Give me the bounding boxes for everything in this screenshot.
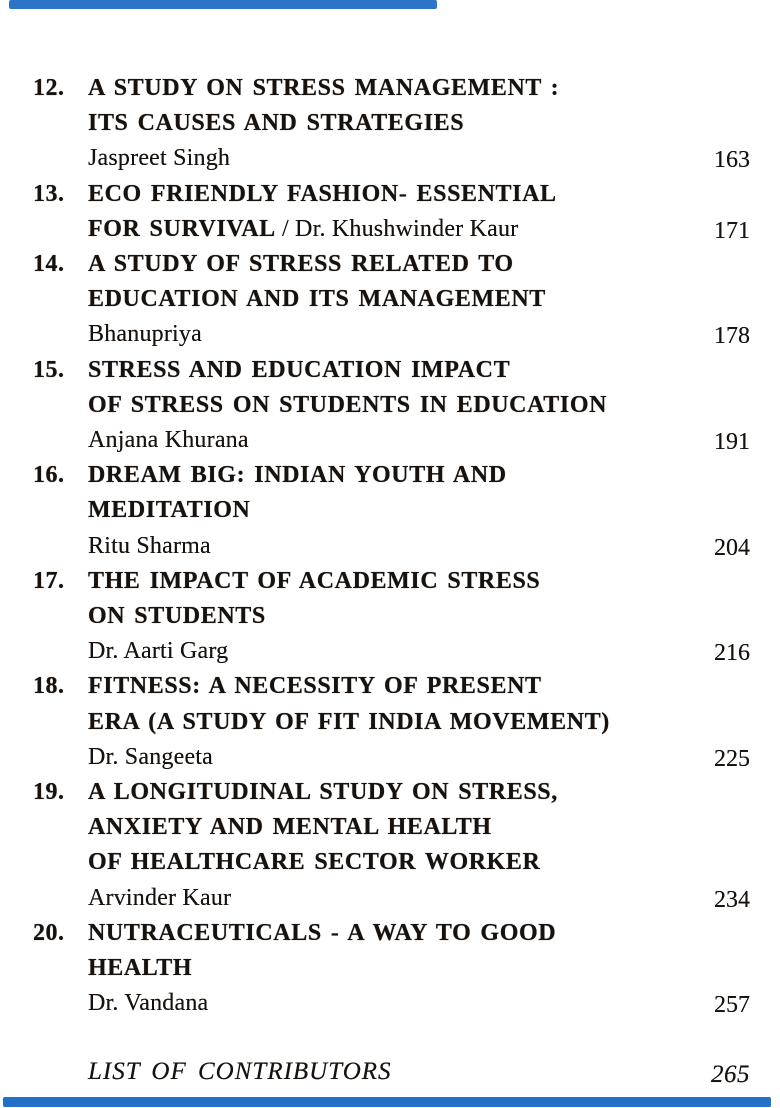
toc-footer-number-spacer xyxy=(33,1055,88,1091)
toc-entry-line xyxy=(88,565,674,600)
toc-entry-line xyxy=(88,72,674,107)
toc-entry-line xyxy=(88,952,674,987)
toc-entries xyxy=(33,72,750,1022)
toc-title-text: NUTRACEUTICALS - A WAY TO GOOD xyxy=(88,919,557,946)
toc-entry xyxy=(33,459,750,565)
toc-entry-text xyxy=(88,248,674,354)
toc-title-text: ANXIETY AND MENTAL HEALTH xyxy=(88,814,492,841)
toc-entry-line xyxy=(88,459,674,494)
toc-page-number: 178 xyxy=(714,323,750,350)
toc-entry-line xyxy=(88,354,674,389)
toc-entry xyxy=(33,776,750,917)
toc-title-text: DREAM BIG: INDIAN YOUTH AND xyxy=(88,462,507,489)
toc-title-text: A LONGITUDINAL STUDY ON STRESS, xyxy=(88,779,558,806)
toc-entry-line xyxy=(88,882,674,917)
toc-entry-text xyxy=(88,565,674,671)
toc-entry-line xyxy=(88,670,674,705)
toc-entry-number: 19. xyxy=(33,779,65,806)
toc-entry-number: 16. xyxy=(33,462,65,489)
toc-page-number: 216 xyxy=(714,640,750,667)
toc-author-text: Anjana Khurana xyxy=(88,427,249,454)
toc-entry-number: 20. xyxy=(33,919,65,946)
toc-title-text: STRESS AND EDUCATION IMPACT xyxy=(88,356,511,383)
toc-entry-line xyxy=(88,776,674,811)
toc-entry-text xyxy=(88,72,674,178)
toc-entry-line xyxy=(88,142,674,177)
scan-artifact-bottom-bar xyxy=(3,1097,771,1107)
toc-entry-number: 14. xyxy=(33,251,65,278)
toc-title-text: ITS CAUSES AND STRATEGIES xyxy=(88,110,465,137)
toc-entry-text xyxy=(88,917,674,1023)
toc-author-text: Dr. Aarti Garg xyxy=(88,638,229,665)
toc-title-text: OF HEALTHCARE SECTOR WORKER xyxy=(88,849,541,876)
toc-title-text: THE IMPACT OF ACADEMIC STRESS xyxy=(88,567,541,594)
toc-entry-number: 13. xyxy=(33,180,65,207)
toc-title-text: FITNESS: A NECESSITY OF PRESENT xyxy=(88,673,542,700)
toc-entry-line xyxy=(88,424,674,459)
toc-entry-line xyxy=(88,987,674,1022)
toc-entry-line xyxy=(88,811,674,846)
toc-entry-text xyxy=(88,776,674,917)
toc-title-text: A STUDY OF STRESS RELATED TO xyxy=(88,251,514,278)
toc-title-text: HEALTH xyxy=(88,955,193,982)
contributors-page-number: 265 xyxy=(711,1061,750,1089)
toc-entry-line xyxy=(88,600,674,635)
toc-entry-line xyxy=(88,283,674,318)
toc-entry-line xyxy=(88,107,674,142)
toc-author-text: / Dr. Khushwinder Kaur xyxy=(275,215,519,242)
toc-page-number: 163 xyxy=(714,147,750,174)
toc-entry-text xyxy=(88,178,674,248)
toc-author-text: Dr. Sangeeta xyxy=(88,743,214,770)
toc-entry-line xyxy=(88,213,674,248)
table-of-contents xyxy=(33,72,750,1092)
toc-footer-row xyxy=(33,1055,750,1091)
toc-entry-line xyxy=(88,248,674,283)
toc-entry-line xyxy=(88,389,674,424)
toc-author-text: Dr. Vandana xyxy=(88,990,209,1017)
toc-author-text: Ritu Sharma xyxy=(88,532,211,559)
toc-entry-line xyxy=(88,917,674,952)
toc-page-number: 171 xyxy=(714,217,750,244)
contributors-label: LIST OF CONTRIBUTORS xyxy=(88,1058,392,1086)
toc-title-text: OF STRESS ON STUDENTS IN EDUCATION xyxy=(88,391,608,418)
toc-title-text: ERA (A STUDY OF FIT INDIA MOVEMENT) xyxy=(88,708,610,735)
toc-page-number: 257 xyxy=(714,992,750,1019)
toc-entry-line xyxy=(88,494,674,529)
toc-entry-number: 18. xyxy=(33,673,65,700)
toc-entry-line xyxy=(88,530,674,565)
toc-title-text: ECO FRIENDLY FASHION- ESSENTIAL xyxy=(88,180,557,207)
toc-author-text: Bhanupriya xyxy=(88,321,202,348)
toc-entry-number: 15. xyxy=(33,356,65,383)
toc-title-text: FOR SURVIVAL xyxy=(88,215,276,242)
toc-entry-line xyxy=(88,318,674,353)
toc-entry xyxy=(33,354,750,460)
toc-entry xyxy=(33,565,750,671)
toc-entry xyxy=(33,248,750,354)
toc-entry xyxy=(33,178,750,248)
toc-entry-line xyxy=(88,706,674,741)
toc-entry-number: 17. xyxy=(33,567,65,594)
toc-page-number: 191 xyxy=(714,429,750,456)
toc-author-text: Jaspreet Singh xyxy=(88,145,231,172)
toc-title-text: ON STUDENTS xyxy=(88,603,266,630)
toc-entry-line xyxy=(88,846,674,881)
toc-title-text: MEDITATION xyxy=(88,497,251,524)
toc-page-number: 225 xyxy=(714,745,750,772)
toc-title-text: EDUCATION AND ITS MANAGEMENT xyxy=(88,286,546,313)
toc-entry xyxy=(33,917,750,1023)
toc-title-text: A STUDY ON STRESS MANAGEMENT : xyxy=(88,75,560,101)
toc-entry-text xyxy=(88,354,674,460)
scan-artifact-top-bar xyxy=(9,0,437,9)
toc-entry-number: 12. xyxy=(33,75,65,101)
toc-entry-text xyxy=(88,459,674,565)
toc-entry-line xyxy=(88,635,674,670)
toc-entry-line xyxy=(88,741,674,776)
toc-page-number: 204 xyxy=(714,534,750,561)
toc-entry-line xyxy=(88,178,674,213)
toc-author-text: Arvinder Kaur xyxy=(88,884,232,911)
toc-entry-text xyxy=(88,670,674,776)
toc-page-number: 234 xyxy=(714,886,750,913)
toc-entry xyxy=(33,670,750,776)
toc-entry xyxy=(33,72,750,178)
